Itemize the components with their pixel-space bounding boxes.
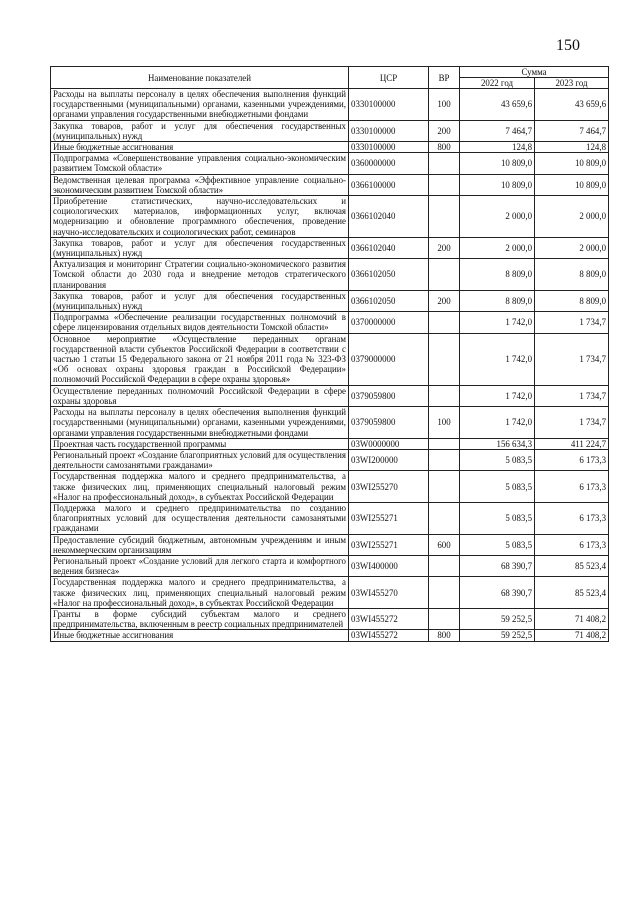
row-name: Иные бюджетные ассигнования [51, 630, 349, 641]
row-csr-code: 03WI455272 [349, 630, 429, 641]
row-sum-2023: 1 734,7 [535, 312, 609, 333]
row-csr-code: 0379000000 [349, 333, 429, 385]
header-vr: ВР [429, 67, 460, 89]
row-sum-2022: 68 390,7 [460, 555, 535, 576]
row-sum-2023: 1 734,7 [535, 385, 609, 406]
row-csr-code: 0330100000 [349, 120, 429, 141]
row-csr-code: 03WI200000 [349, 449, 429, 470]
row-name: Региональный проект «Создание благоприятных условий для осуществления деятельности самозанятыми гражданами» [51, 449, 349, 470]
row-sum-2022: 59 252,5 [460, 608, 535, 629]
row-csr-code: 0379059800 [349, 385, 429, 406]
row-sum-2023: 85 523,4 [535, 555, 609, 576]
table-row [51, 438, 609, 449]
row-sum-2023: 10 809,0 [535, 174, 609, 195]
row-vr-code [429, 174, 460, 195]
row-sum-2022: 1 742,0 [460, 407, 535, 439]
row-csr-code: 03WI400000 [349, 555, 429, 576]
row-sum-2022: 8 809,0 [460, 290, 535, 311]
row-sum-2023: 71 408,2 [535, 608, 609, 629]
row-name: Расходы на выплаты персоналу в целях обеспечения выполнения функций государственными (муниципальными) органами, казенными учреждениями, органами управления государственными внебюджетными фондами [51, 89, 349, 121]
row-csr-code: 0366102050 [349, 290, 429, 311]
row-sum-2022: 2 000,0 [460, 196, 535, 238]
table-body [51, 89, 609, 642]
row-name: Ведомственная целевая программа «Эффективное управление социально-экономическим развитием Томской области» [51, 174, 349, 195]
table-row [51, 174, 609, 195]
row-csr-code: 0366102040 [349, 196, 429, 238]
row-sum-2023: 1 734,7 [535, 333, 609, 385]
table-row [51, 259, 609, 291]
row-sum-2022: 124,8 [460, 142, 535, 153]
budget-table [50, 66, 609, 642]
row-sum-2022: 10 809,0 [460, 153, 535, 174]
row-sum-2022: 5 083,5 [460, 471, 535, 503]
row-csr-code: 0330100000 [349, 89, 429, 121]
table-row [51, 577, 609, 609]
row-name: Предоставление субсидий бюджетным, автономным учреждениям и иным некоммерческим организациям [51, 534, 349, 555]
table-row [51, 196, 609, 238]
table-row [51, 142, 609, 153]
row-sum-2022: 5 083,5 [460, 502, 535, 534]
row-name: Актуализация и мониторинг Стратегии социально-экономического развития Томской области до 2030 года и внедрение методов стратегического планирования [51, 259, 349, 291]
table-row [51, 630, 609, 641]
table-row [51, 290, 609, 311]
row-name: Основное мероприятие «Осуществление переданных органам государственной власти субъектов Российской Федерации в соответствии с частью 1 статьи 15 Федерального закона от 21 ноября 2011 года № 323-ФЗ «Об основах охраны здоровья граждан в Российской Федерации» полномочий Российской Федерации в сфере охраны здоровья» [51, 333, 349, 385]
table-row [51, 449, 609, 470]
row-csr-code: 0379059800 [349, 407, 429, 439]
header-sum: Сумма [460, 67, 609, 78]
row-name: Региональный проект «Создание условий для легкого старта и комфортного ведения бизнеса» [51, 555, 349, 576]
row-sum-2022: 59 252,5 [460, 630, 535, 641]
row-name: Гранты в форме субсидий субъектам малого и среднего предпринимательства, включенным в реестр социальных предпринимателей [51, 608, 349, 629]
row-vr-code [429, 502, 460, 534]
header-year-2023: 2023 год [535, 78, 609, 89]
row-vr-code [429, 385, 460, 406]
row-name: Расходы на выплаты персоналу в целях обеспечения выполнения функций государственными (муниципальными) органами, казенными учреждениями, органами управления государственными внебюджетными фондами [51, 407, 349, 439]
row-vr-code [429, 312, 460, 333]
row-sum-2023: 411 224,7 [535, 438, 609, 449]
row-name: Закупка товаров, работ и услуг для обеспечения государственных (муниципальных) нужд [51, 237, 349, 258]
row-sum-2023: 6 173,3 [535, 534, 609, 555]
table-row [51, 471, 609, 503]
table-row [51, 120, 609, 141]
row-sum-2022: 5 083,5 [460, 449, 535, 470]
row-sum-2023: 8 809,0 [535, 259, 609, 291]
table-row [51, 534, 609, 555]
row-sum-2022: 156 634,3 [460, 438, 535, 449]
row-csr-code: 0370000000 [349, 312, 429, 333]
row-vr-code: 200 [429, 120, 460, 141]
row-vr-code: 800 [429, 630, 460, 641]
row-vr-code [429, 333, 460, 385]
row-sum-2022: 1 742,0 [460, 385, 535, 406]
row-name: Государственная поддержка малого и среднего предпринимательства, а также физических лиц, применяющих специальный налоговый режим «Налог на профессиональный доход», в субъектах Российской Федерации [51, 471, 349, 503]
row-vr-code: 800 [429, 142, 460, 153]
header-name: Наименование показателей [51, 67, 349, 89]
row-csr-code: 03W0000000 [349, 438, 429, 449]
row-sum-2023: 2 000,0 [535, 196, 609, 238]
table-row [51, 608, 609, 629]
row-csr-code: 0366102050 [349, 259, 429, 291]
row-sum-2023: 43 659,6 [535, 89, 609, 121]
table-row [51, 385, 609, 406]
row-sum-2022: 1 742,0 [460, 312, 535, 333]
row-vr-code [429, 438, 460, 449]
row-csr-code: 03WI255270 [349, 471, 429, 503]
row-vr-code: 600 [429, 534, 460, 555]
table-row [51, 153, 609, 174]
row-vr-code [429, 471, 460, 503]
row-sum-2023: 8 809,0 [535, 290, 609, 311]
row-sum-2023: 71 408,2 [535, 630, 609, 641]
row-name: Подпрограмма «Обеспечение реализации государственных полномочий в сфере лицензирования отдельных видов деятельности Томской области» [51, 312, 349, 333]
row-name: Приобретение статистических, научно-исследовательских и социологических материалов, информационных услуг, включая модернизацию и обновление программного обеспечения, проведение научно-исследовательских и социологических работ, семинаров [51, 196, 349, 238]
row-csr-code: 03WI255271 [349, 502, 429, 534]
table-header [51, 67, 609, 89]
row-sum-2023: 1 734,7 [535, 407, 609, 439]
row-name: Осуществление переданных полномочий Российской Федерации в сфере охраны здоровья [51, 385, 349, 406]
table-row [51, 89, 609, 121]
row-vr-code [429, 196, 460, 238]
row-csr-code: 0366102040 [349, 237, 429, 258]
row-sum-2022: 43 659,6 [460, 89, 535, 121]
row-vr-code [429, 555, 460, 576]
table-row [51, 555, 609, 576]
row-vr-code: 200 [429, 290, 460, 311]
row-csr-code: 03WI455272 [349, 608, 429, 629]
row-csr-code: 03WI255271 [349, 534, 429, 555]
row-vr-code: 100 [429, 89, 460, 121]
row-vr-code [429, 577, 460, 609]
row-sum-2022: 7 464,7 [460, 120, 535, 141]
row-name: Закупка товаров, работ и услуг для обеспечения государственных (муниципальных) нужд [51, 120, 349, 141]
row-csr-code: 03WI455270 [349, 577, 429, 609]
row-sum-2022: 10 809,0 [460, 174, 535, 195]
row-csr-code: 0360000000 [349, 153, 429, 174]
row-sum-2023: 6 173,3 [535, 502, 609, 534]
row-sum-2022: 2 000,0 [460, 237, 535, 258]
row-name: Иные бюджетные ассигнования [51, 142, 349, 153]
row-name: Закупка товаров, работ и услуг для обеспечения государственных (муниципальных) нужд [51, 290, 349, 311]
row-vr-code [429, 449, 460, 470]
row-name: Подпрограмма «Совершенствование управления социально-экономическим развитием Томской области» [51, 153, 349, 174]
row-name: Проектная часть государственной программы [51, 438, 349, 449]
row-vr-code [429, 608, 460, 629]
row-vr-code [429, 259, 460, 291]
row-name: Поддержка малого и среднего предпринимательства по созданию благоприятных условий для осуществления деятельности самозанятыми гражданами [51, 502, 349, 534]
row-sum-2023: 2 000,0 [535, 237, 609, 258]
row-sum-2023: 7 464,7 [535, 120, 609, 141]
row-csr-code: 0330100000 [349, 142, 429, 153]
row-vr-code: 100 [429, 407, 460, 439]
table-row [51, 237, 609, 258]
row-sum-2022: 1 742,0 [460, 333, 535, 385]
row-sum-2023: 6 173,3 [535, 471, 609, 503]
row-sum-2022: 68 390,7 [460, 577, 535, 609]
row-csr-code: 0366100000 [349, 174, 429, 195]
header-year-2022: 2022 год [460, 78, 535, 89]
table-row [51, 312, 609, 333]
table-row [51, 407, 609, 439]
table-row [51, 502, 609, 534]
row-name: Государственная поддержка малого и среднего предпринимательства, а также физических лиц, применяющих специальный налоговый режим «Налог на профессиональный доход», в субъектах Российской Федерации [51, 577, 349, 609]
header-csr: ЦСР [349, 67, 429, 89]
row-sum-2023: 124,8 [535, 142, 609, 153]
table-row [51, 333, 609, 385]
row-vr-code [429, 153, 460, 174]
row-vr-code: 200 [429, 237, 460, 258]
row-sum-2023: 6 173,3 [535, 449, 609, 470]
row-sum-2023: 85 523,4 [535, 577, 609, 609]
row-sum-2023: 10 809,0 [535, 153, 609, 174]
row-sum-2022: 5 083,5 [460, 534, 535, 555]
page-number: 150 [556, 37, 580, 54]
row-sum-2022: 8 809,0 [460, 259, 535, 291]
